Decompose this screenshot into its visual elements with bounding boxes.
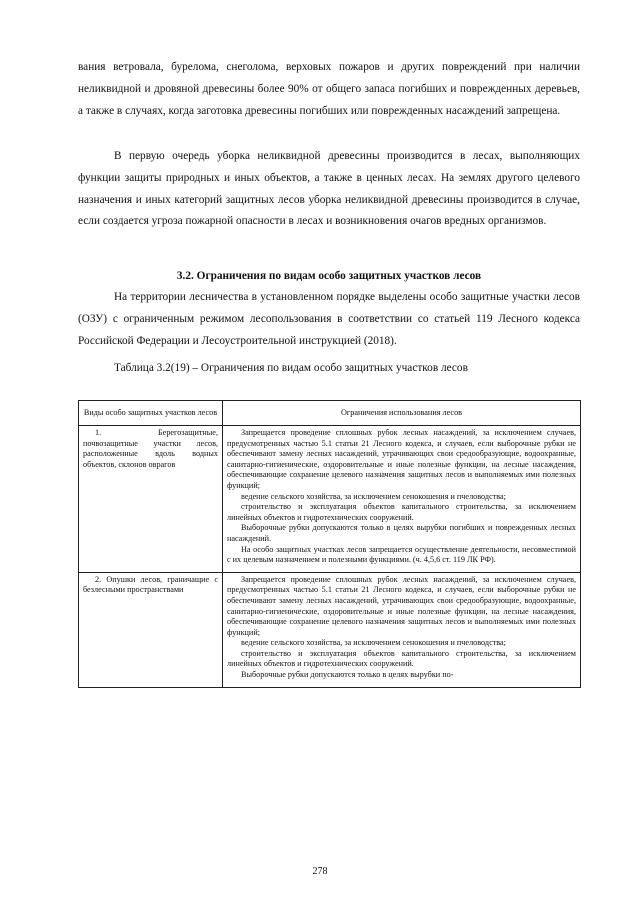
page-number: 278	[312, 866, 328, 877]
rule-text: строительство и эксплуатация объектов капитального строительства, за исключением линейных объектов и гидротехнических сооружений.	[227, 502, 576, 522]
row-rules-cell	[223, 426, 581, 573]
rule-text: строительство и эксплуатация объектов капитального строительства, за исключением линейных объектов и гидротехнических сооружений.	[227, 648, 576, 669]
rule-text: Выборочные рубки допускаются только в целях вырубки погибших и поврежденных лесных насаждений.	[227, 523, 576, 543]
table-row	[79, 426, 581, 573]
row-kind-cell: 2. Опушки лесов, граничащие с безлесными пространствами	[79, 572, 223, 687]
rule-text: Запрещается проведение сплошных рубок лесных насаждений, за исключением случаев, предусмотренных частью 5.1 статьи 21 Лесного кодекса, и случаев, если выборочные рубки не обеспечивают замену лесных насаждений, утрачивающих свои средообразующие, водоохранные, санитарно-гигиенические, оздоровительные и иные полезные функции, на лесные насаждения, обеспечивающие сохранение целевого назначения защитных лесов и выполняемых ими полезных функций;	[227, 428, 576, 490]
rule-text: На особо защитных участках лесов запрещается осуществление деятельности, несовместимой с их целевым назначением и полезными функциями. (ч. 4,5,6 ст. 119 ЛК РФ).	[227, 544, 576, 565]
restrictions-table	[78, 400, 581, 688]
table-row	[79, 572, 581, 687]
table-header-row	[79, 401, 581, 426]
cleanup-paragraph: В первую очередь уборка неликвидной древесины производится в лесах, выполняющих функции защиты природных и иных объектов, а также в ценных лесах. На землях другого целевого назначения и иных категорий защитных лесов уборка неликвидной древесины производится в случае, если создается угроза пожарной опасности в лесах и возникновения очагов вредных организмов.	[78, 150, 580, 228]
row-rules-cell	[223, 572, 581, 687]
table-caption: Таблица 3.2(19) – Ограничения по видам особо защитных участков лесов	[114, 362, 468, 374]
rule-text: ведение сельского хозяйства, за исключением сенокошения и пчеловодства;	[241, 491, 506, 501]
rule-text: Выборочные рубки допускаются только в целях вырубки по-	[241, 670, 454, 680]
section-paragraph: На территории лесничества в установленном порядке выделены особо защитные участки лесов (ОЗУ) с ограниченным режимом лесопользования в соответствии со статьей 119 Лесного кодекса Российской Федерации и Лесоустроительной инструкцией (2018).	[78, 291, 580, 347]
row-kind-cell: 1. Берегозащитные, почвозащитные участки лесов, расположенные вдоль водных объектов, склонов оврагов	[79, 426, 223, 573]
rule-text: ведение сельского хозяйства, за исключением сенокошения и пчеловодства;	[241, 638, 506, 648]
rule-text: Запрещается проведение сплошных рубок лесных насаждений, за исключением случаев, предусмотренных частью 5.1 статьи 21 Лесного кодекса, и случаев, если выборочные рубки не обеспечивают замену лесных насаждений, утрачивающих свои средообразующие, водоохранные, санитарно-гигиенические, оздоровительные и иные полезные функции, на лесные насаждения, обеспечивающие сохранение целевого назначения защитных лесов и выполняемых ими полезных функций;	[227, 574, 576, 637]
header-restrictions: Ограничения использования лесов	[223, 401, 581, 426]
section-heading: 3.2. Ограничения по видам особо защитных участков лесов	[176, 270, 482, 282]
header-kind: Виды особо защитных участков лесов	[79, 401, 223, 426]
continued-paragraph: вания ветровала, бурелома, снеголома, верховых пожаров и других повреждений при наличии неликвидной и дровяной древесины более 90% от общего запаса погибших и поврежденных деревьев, а также в случаях, когда заготовка древесины погибших или поврежденных насаждений запрещена.	[78, 61, 580, 117]
